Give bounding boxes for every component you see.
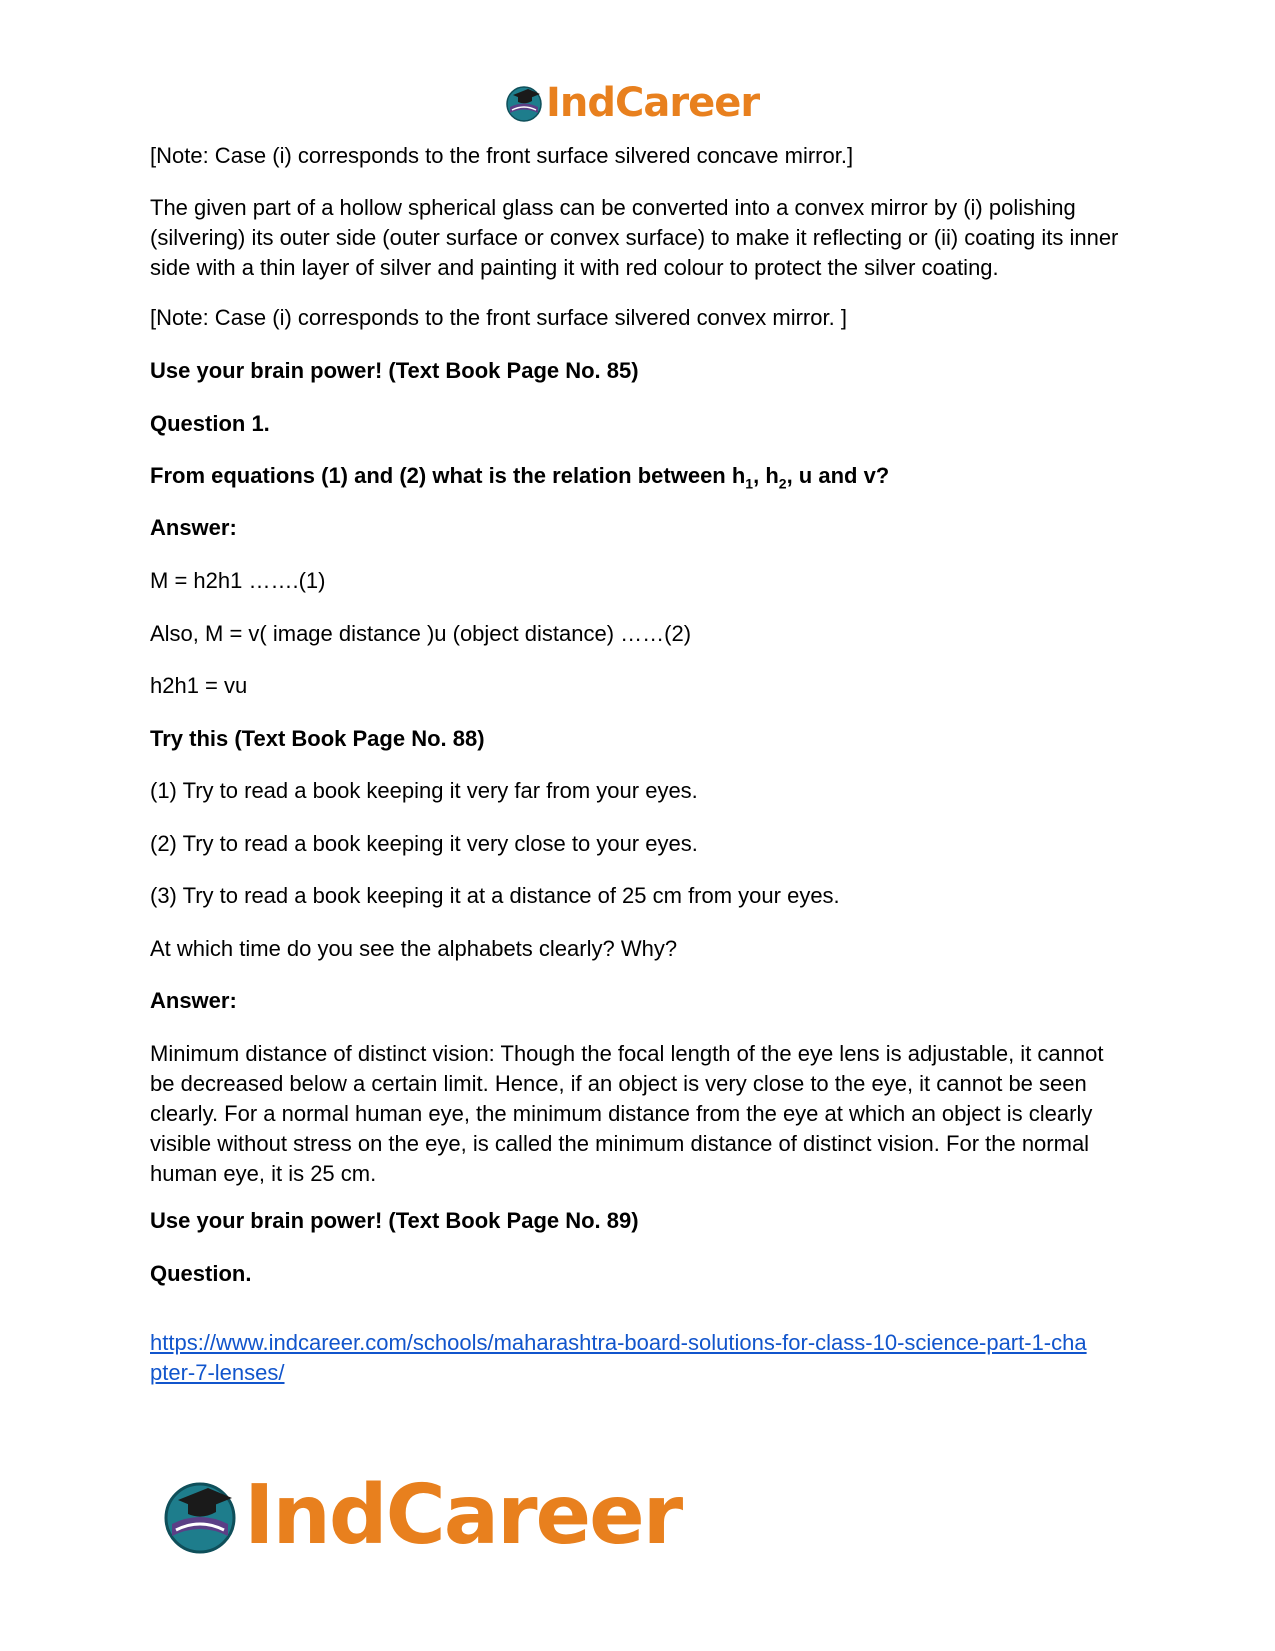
indcareer-globe-icon — [504, 83, 544, 123]
equation-relation: h2h1 = vu — [150, 673, 248, 698]
heading-brain-power-89: Use your brain power! (Text Book Page No. 89) — [150, 1208, 639, 1233]
indcareer-logo-text: IndCareer — [546, 80, 760, 126]
equation-2: Also, M = v( image distance )u (object distance) ……(2) — [150, 621, 692, 646]
try-item-2: (2) Try to read a book keeping it very close to your eyes. — [150, 831, 698, 856]
indcareer-logo-top — [504, 80, 759, 126]
heading-try-this-88: Try this (Text Book Page No. 88) — [150, 726, 485, 751]
indcareer-logo-text: IndCareer — [244, 1468, 682, 1563]
try-question: At which time do you see the alphabets clearly? Why? — [150, 936, 678, 961]
try-item-1: (1) Try to read a book keeping it very far from your eyes. — [150, 778, 698, 803]
answer-1-label: Answer: — [150, 515, 237, 540]
answer-2-label: Answer: — [150, 988, 237, 1013]
source-link[interactable]: https://www.indcareer.com/schools/maharashtra-board-solutions-for-class-10-science-part-1-cha pter-7-lenses/ — [150, 1330, 1087, 1385]
try-item-3: (3) Try to read a book keeping it at a distance of 25 cm from your eyes. — [150, 883, 840, 908]
question-1-text: From equations (1) and (2) what is the relation between $h_1$, $h_2$, u and v? — [150, 463, 890, 492]
paragraph-distinct-vision: Minimum distance of distinct vision: Though the focal length of the eye lens is adjustable, it cannot be decreased below a certain limit. Hence, if an object is very close to the eye, it cannot be seen clearly. For a normal human eye, the minimum distance from the eye at which an object is clearly visible without stress on the eye, is called the minimum distance of distinct vision. For the normal human eye, it is 25 cm. — [150, 1041, 1104, 1186]
paragraph-convex-mirror: The given part of a hollow spherical glass can be converted into a convex mirror by (i) polishing (silvering) its outer side (outer surface or convex surface) to make it reflecting or (ii) coating its inner side with a thin layer of silver and painting it with red colour to protect the silver coating. — [150, 195, 1119, 280]
note-convex: [Note: Case (i) corresponds to the front surface silvered convex mirror. ] — [150, 305, 847, 330]
heading-brain-power-85: Use your brain power! (Text Book Page No. 85) — [150, 358, 639, 383]
note-concave: [Note: Case (i) corresponds to the front surface silvered concave mirror.] — [150, 143, 854, 168]
question-1-label: Question 1. — [150, 411, 270, 436]
equation-1: M = h2h1 …….(1) — [150, 568, 326, 593]
indcareer-logo-bottom — [160, 1468, 681, 1563]
question-label: Question. — [150, 1261, 252, 1286]
indcareer-globe-icon — [160, 1476, 240, 1556]
